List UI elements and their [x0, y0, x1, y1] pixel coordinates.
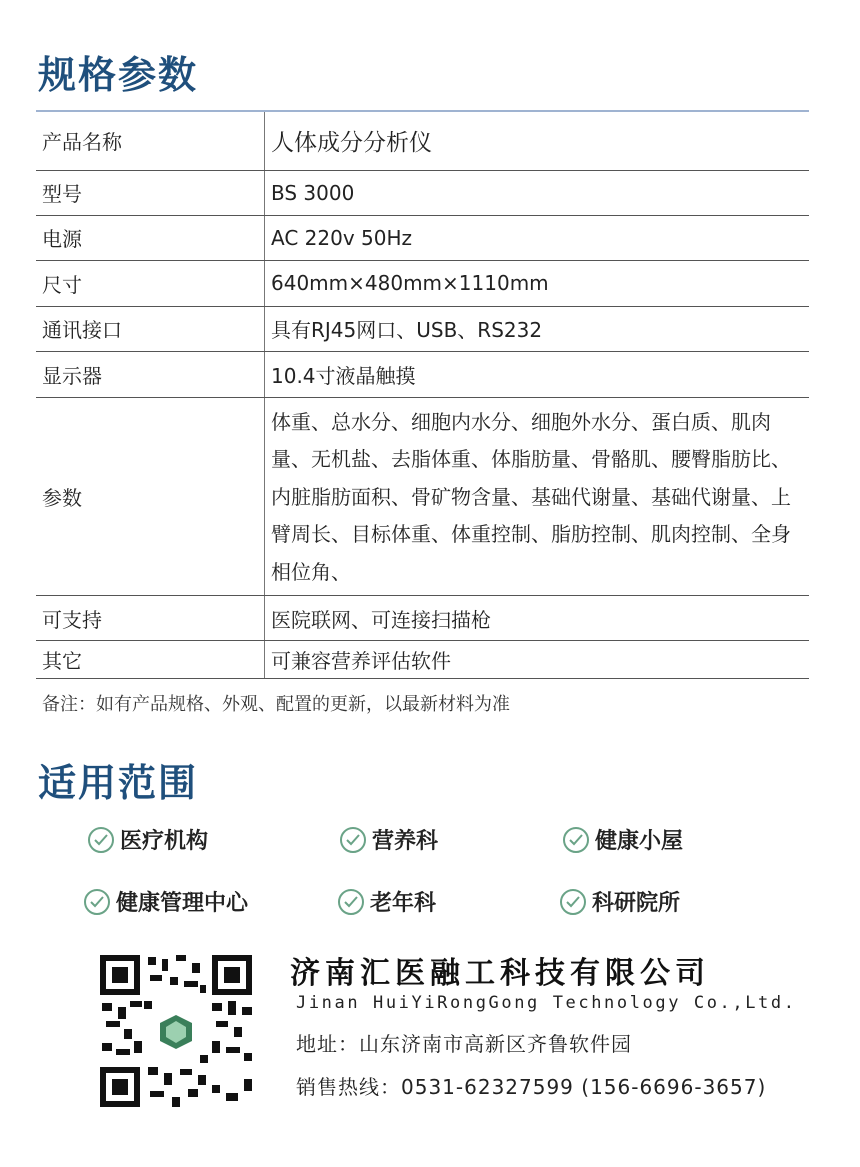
- company-address: 地址：山东济南市高新区齐鲁软件园: [296, 1032, 632, 1056]
- spec-label: 参数: [36, 397, 265, 596]
- table-row: [36, 215, 809, 260]
- table-row: [36, 111, 809, 170]
- check-circle-icon: [560, 889, 586, 915]
- spec-label: 产品名称: [36, 111, 265, 170]
- scope-label: 老年科: [370, 891, 437, 916]
- check-circle-icon: [338, 889, 364, 915]
- table-row: [36, 170, 809, 215]
- spec-table: [36, 110, 809, 679]
- spec-value: 可兼容营养评估软件: [265, 641, 810, 679]
- spec-value: AC 220v 50Hz: [265, 215, 810, 260]
- spec-note: 备注：如有产品规格、外观、配置的更新，以最新材料为准: [42, 694, 510, 715]
- scope-label: 科研院所: [592, 891, 681, 916]
- spec-label: 通讯接口: [36, 306, 265, 351]
- spec-label: 其它: [36, 641, 265, 679]
- table-row: [36, 596, 809, 641]
- spec-label: 尺寸: [36, 260, 265, 306]
- spec-label: 型号: [36, 170, 265, 215]
- check-circle-icon: [88, 827, 114, 853]
- spec-label: 显示器: [36, 351, 265, 397]
- spec-value: 人体成分分析仪: [265, 111, 810, 170]
- qr-code-icon: [100, 955, 252, 1107]
- scope-item: [84, 886, 248, 917]
- scope-label: 健康管理中心: [116, 891, 249, 916]
- scope-item: [560, 886, 680, 917]
- table-row: [36, 306, 809, 351]
- scope-item: [88, 824, 208, 855]
- spec-label: 可支持: [36, 596, 265, 641]
- scope-title: 适用范围: [38, 761, 199, 805]
- spec-value: BS 3000: [265, 170, 810, 215]
- table-row: [36, 641, 809, 679]
- check-circle-icon: [84, 889, 110, 915]
- spec-value: 10.4寸液晶触摸: [265, 351, 810, 397]
- spec-value: 具有RJ45网口、USB、RS232: [265, 306, 810, 351]
- company-name: 济南汇医融工科技有限公司: [290, 956, 710, 991]
- scope-label: 医疗机构: [120, 829, 209, 854]
- spec-title: 规格参数: [38, 53, 199, 97]
- table-row: [36, 260, 809, 306]
- scope-label: 健康小屋: [595, 829, 684, 854]
- spec-value: 640mm×480mm×1110mm: [265, 260, 810, 306]
- spec-value: [265, 397, 810, 596]
- company-phone: 销售热线：0531-62327599 (156-6696-3657): [296, 1075, 767, 1099]
- company-name-en: Jinan HuiYiRongGong Technology Co.,Ltd.: [296, 993, 797, 1013]
- table-row: [36, 351, 809, 397]
- scope-item: [563, 824, 683, 855]
- check-circle-icon: [563, 827, 589, 853]
- check-circle-icon: [340, 827, 366, 853]
- scope-item: [340, 824, 438, 855]
- scope-item: [338, 886, 436, 917]
- params-text: 体重、总水分、细胞内水分、细胞外水分、蛋白质、肌肉量、无机盐、去脂体重、体脂肪量、骨骼肌、腰臀脂肪比、内脏脂肪面积、骨矿物含量、基础代谢量、基础代谢量、上臂周长、目标体重、体重控制、脂肪控制、肌肉控制、全身相位角、: [271, 409, 791, 584]
- spec-label: 电源: [36, 215, 265, 260]
- table-row: [36, 397, 809, 596]
- scope-label: 营养科: [372, 829, 439, 854]
- spec-value: 医院联网、可连接扫描枪: [265, 596, 810, 641]
